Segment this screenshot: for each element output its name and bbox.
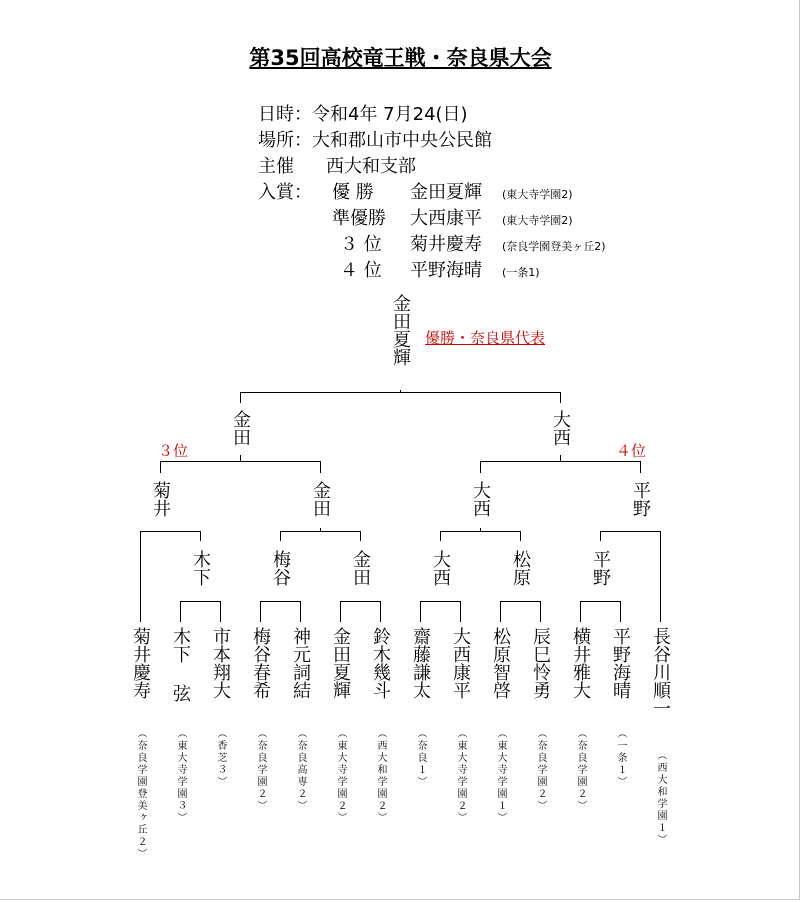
fourth-place-label: ４位 — [616, 442, 647, 460]
awards-label: 入賞： — [258, 182, 312, 203]
semifinal-winner: 金田 — [230, 410, 251, 446]
award-rank: ４ 位 — [340, 260, 382, 281]
bracket-line-r2 — [341, 602, 381, 623]
player-name: 大西康平 — [450, 627, 471, 699]
third-place-label: ３位 — [158, 442, 189, 460]
bracket-line-qf3 — [441, 528, 521, 541]
bracket-line-qf2 — [281, 528, 361, 541]
player-name: 齋藤謙太 — [410, 627, 431, 699]
venue-label: 場所： — [258, 130, 312, 151]
player-name: 木下 弦 — [170, 627, 191, 702]
player-name: 辰巳怜勇 — [530, 627, 551, 699]
award-school: (奈良学園登美ヶ丘2) — [502, 240, 606, 253]
semifinal-winner: 大西 — [550, 410, 571, 446]
bracket-line-r2 — [261, 602, 301, 623]
bracket-line-r2 — [501, 602, 541, 623]
quarterfinal-winner: 大西 — [470, 481, 491, 517]
page-title: 第35回高校竜王戦・奈良県大会 — [249, 46, 552, 70]
player-name: 横井雅大 — [570, 627, 591, 699]
host-label: 主催 — [258, 156, 294, 177]
venue-value: 大和郡山市中央公民館 — [312, 130, 492, 151]
award-rank: ３ 位 — [340, 234, 382, 255]
player-school: （一条１） — [615, 728, 626, 788]
player-name: 長谷川順一 — [650, 627, 671, 717]
award-name: 金田夏輝 — [410, 182, 482, 203]
champion-name: 金田夏輝 — [390, 294, 411, 366]
player-school: （西大和学園２） — [375, 728, 386, 824]
award-rank: 準優勝 — [332, 208, 386, 229]
date-label: 日時： — [258, 104, 312, 125]
award-rank: 優 勝 — [332, 182, 374, 203]
date-value: 令和4年 7月24(日) — [312, 104, 468, 125]
player-name: 梅谷春希 — [250, 627, 271, 699]
award-school: (一条1) — [502, 266, 540, 279]
award-name: 大西康平 — [410, 208, 482, 229]
round2-winner: 木下 — [190, 550, 211, 586]
player-school: （西大和学園１） — [655, 750, 666, 846]
round2-winner: 大西 — [430, 550, 451, 586]
round2-winner: 平野 — [590, 550, 611, 586]
player-school: （奈良学園登美ヶ丘２） — [135, 728, 146, 860]
award-school: (東大寺学園2) — [502, 214, 573, 227]
player-name: 市本翔大 — [210, 627, 231, 699]
player-school: （奈良学園２） — [575, 728, 586, 812]
bracket-line-final — [241, 390, 561, 403]
player-school: （東大寺学園２） — [335, 728, 346, 824]
quarterfinal-winner: 菊井 — [150, 481, 171, 517]
champion-note: 優勝・奈良県代表 — [425, 329, 546, 347]
player-name: 平野海晴 — [610, 627, 631, 699]
player-school: （奈良学園２） — [535, 728, 546, 812]
player-school: （奈良高専２） — [295, 728, 306, 812]
award-school: (東大寺学園2) — [502, 188, 573, 201]
player-name: 鈴木幾斗 — [370, 627, 391, 699]
award-name: 平野海晴 — [410, 260, 482, 281]
award-name: 菊井慶寿 — [410, 234, 482, 255]
player-school: （香芝３） — [215, 728, 226, 788]
bracket-line-r2 — [181, 602, 221, 623]
player-name: 金田夏輝 — [330, 627, 351, 699]
round2-winner: 梅谷 — [270, 550, 291, 586]
bracket-line-r2 — [421, 602, 461, 623]
quarterfinal-winner: 金田 — [310, 481, 331, 517]
player-name: 神元詞結 — [290, 627, 311, 699]
round2-winner: 金田 — [350, 550, 371, 586]
player-school: （東大寺学園３） — [175, 728, 186, 824]
player-school: （奈良１） — [415, 728, 426, 788]
player-school: （東大寺学園１） — [495, 728, 506, 824]
host-value: 西大和支部 — [326, 156, 416, 177]
player-school: （東大寺学園２） — [455, 728, 466, 824]
round2-winner: 松原 — [510, 550, 531, 586]
player-name: 菊井慶寿 — [130, 627, 151, 699]
quarterfinal-winner: 平野 — [630, 481, 651, 517]
player-school: （奈良学園２） — [255, 728, 266, 812]
player-name: 松原智啓 — [490, 627, 511, 699]
bracket-line-r2 — [581, 602, 621, 623]
